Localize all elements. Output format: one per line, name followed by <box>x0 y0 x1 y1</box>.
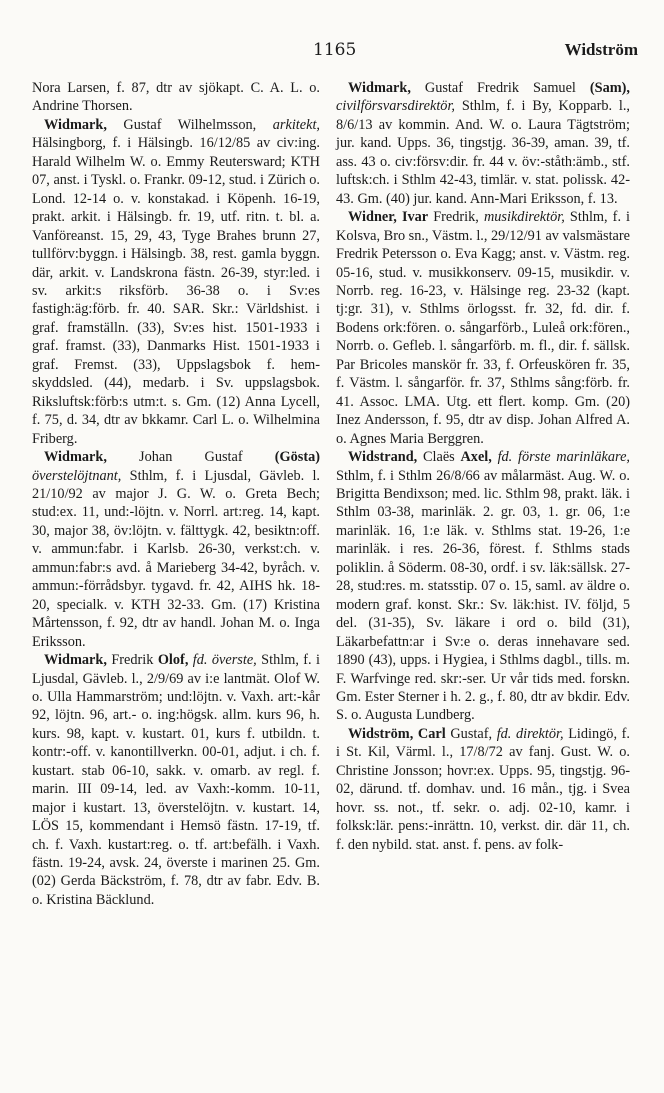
entry-text: Sthlm, f. i Kolsva, Bro sn., Västm. l., 29/12/91 av valsmästare Fredrik Petersson o. Eva Kagg; anst. v. Västm. reg. 05-16, stud. v. musikkonserv. 09-15, musikdir. v. Norrb. reg. 16-23, v. Hälsinge reg. 23-32 (kapt. tj:gr. 31), v. Sthlms örlogsst. fr. 32, fd. dir. f. Bodens ork:fören. o. sångarförb., Luleå ork:fören., Norrb. o. Gefleb. l. sångarförb. m. fl., dir. f. sällsk. Par Bricoles manskör fr. 33, f. Orfeuskören fr. 35, f. Västm. l. sångarför. fr. 37, Sthlms sång:förb. fr. 41. Assoc. LMA. Utg. ett flert. komp. Gm. (20) Inez Andersson, f. 95, dtr av disp. Johan Alfred A. o. Agnes Maria Berggren. <box>336 209 631 447</box>
entry-widner-ivar <box>336 208 630 448</box>
entry-title: överstelöjtnant, <box>32 467 122 484</box>
right-column <box>336 79 630 854</box>
entry-text: Sthlm, f. i Ljusdal, Gävleb. l. 21/10/92 av major J. G. W. o. Greta Bech; stud:ex. 11, und:-löjtn. v. Norrl. art:reg. 14, kapt. 30, major 38, öv:löjtn. v. fälttygk. 42, besiktn:off. v. ammun:fabr. i Karlsb. 26-30, verkst:ch. v. ammun:fabr:s avd. å Marieberg 34-42, byråch. v. ammun:-förrådsbyr. tygavd. fr. 42, AIHS hk. 18-20, specialk. v. KTH 32-33. Gm. (17) Kristina Mårtensson, f. 92, dtr av handl. Johan M. o. Inga Eriksson. <box>32 467 321 650</box>
entry-text: Hälsingborg, f. i Hälsingb. 16/12/85 av civ:ing. Harald Wilhelm W. o. Emmy Reutersward; KTH 07, anst. i Tyskl. o. Frankr. 09-12, stud. i Zürich o. Lond. 12-14 o. v. konstakad. i Köpenh. 16-19, prakt. arkit. i Hälsingb. fr. 19, utf. ritn. t. bl. a. Vanföreanst. 15, 29, 43, Tyge Brahes brunn 27, tullförv:byggn. i Hälsingb. 38, rest. gamla byggn. där, arkit. v. Landskrona fästn. 26-39, styr:led. i sv. arkit:s riksförb. 36-38 o. i Sv:es fastigh:äg:förb. fr. 40. SAR. Skr.: Världshist. i graf. framställn. (33), Sv:es hist. 1501-1933 i graf. framst. (33), Danmarks Hist. 1501-1933 i graf. Fremst. (33), Uppslagsbok f. hem- skyddsled. (44), medarb. i Sv. uppslagsbok. Riksluftsk:förb:s utm:t. s. Gm. (12) Anna Lycell, f. 75, d. 34, dtr av bkkamr. Carl L. o. Wilhelmina Friberg. <box>32 135 320 447</box>
entry-call-name: Axel, <box>460 449 492 466</box>
entry-surname: Widstrand, <box>348 449 418 466</box>
entry-call-name: Carl <box>417 725 446 742</box>
entry-given-names: Gustaf Fredrik Samuel <box>424 80 576 96</box>
entry-title: fd. förste marinläkare, <box>497 449 630 466</box>
entry-call-name: (Sam), <box>589 80 630 96</box>
entry-title: civilförsvarsdirektör, <box>336 98 455 115</box>
entry-title: musikdirektör, <box>483 209 565 226</box>
page-number: 1165 <box>313 40 357 60</box>
entry-surname: Widmark, <box>44 449 107 466</box>
entry-text: Lidingö, f. i St. Kil, Värml. l., 17/8/72 av fanj. Gust. W. o. Christine Jonsson; hovr:ex. Upps. 95, tingstjg. 96-02, därund. tf. domhav. und. 16 mån., tjg. i Svea hovr. ss. not., tf. sekr. o. adj. 02-10, kamr. i folksk:lär. pens:-inrättn. 10, verkst. dir. där 11, ch. f. den nybild. stat. anst. f. pens. av folk- <box>336 725 631 853</box>
page-header <box>0 40 664 70</box>
entry-widmark-olof <box>32 651 320 909</box>
entry-widstrom-carl <box>336 725 630 854</box>
entry-text: Sthlm, f. i By, Kopparb. l., 8/6/13 av kommin. And. W. o. Laura Tägtström; jur. kand. Upps. 36, tingstjg. 36-39, aman. 39, tf. ass. 43 o. civ:försv:dir. fr. 44 v. öv:-ståth:ämb., stf. luftsk:ch. i Sthlm 42-43, timlär. v. stat. polissk. 42-43. Gm. (40) jur. kand. Ann-Mari Eriksson, f. 13. <box>336 98 631 207</box>
left-column <box>32 79 320 909</box>
entry-call-name: Ivar <box>401 209 429 226</box>
entry-surname: Widmark, <box>44 652 107 669</box>
entry-given-names: Claës <box>422 449 455 466</box>
entry-title: fd. överste, <box>192 652 257 669</box>
entry-given-names: Fredrik <box>111 652 154 669</box>
entry-title: arkitekt, <box>272 116 321 133</box>
entry-widmark-sam <box>336 79 630 208</box>
running-head: Widström <box>564 40 638 59</box>
entry-call-name: Olof, <box>157 652 189 669</box>
entry-widmark-gustaf <box>32 116 320 448</box>
entry-title: fd. direktör, <box>496 725 564 742</box>
entry-surname: Widmark, <box>44 116 107 133</box>
entry-continuation <box>32 79 320 116</box>
entry-text: Nora Larsen, f. 87, dtr av sjökapt. C. A. L. o. Andrine Thorsen. <box>32 80 320 115</box>
entry-widmark-gosta <box>32 448 320 651</box>
entry-given-names: Gustaf, <box>450 725 493 742</box>
entry-surname: Widström, <box>348 725 414 742</box>
entry-text: Sthlm, f. i Sthlm 26/8/66 av målarmäst. Aug. W. o. Brigitta Bendixson; med. lic. Sthlm 98, prakt. läk. i Sthlm 03-38, marinläk. 2. gr. 03, 1. gr. 06, 1:e marinläk. 16, 1:e läk. v. Sthlms stat. 19-26, 1:e marinläk. i res. 26-36, förest. f. Sthlms stads poliklin. å Söderm. 08-30, ordf. i sv. läk:sällsk. 27-28, stud:res. m. statsstip. 07 o. 15, saml. av äldre o. modern graf. konst. Skr.: Sv. läk:hist. IV. följd, 5 del. (31-35), Sv. läkare i ord o. bild (31), Läkarbefattn:ar i Sv:e o. deras innehavare sed. 1890 (43), upps. i Hygiea, i Sthlms dagbl., tills. m. F. Warfvinge red. skr:-ser. Ur vår tids med. forskn. Gm. Ester Sterner i h. 2. g., f. 80, dtr av bkdir. Edv. S. o. Augusta Lundberg. <box>336 467 630 724</box>
entry-given-names: Johan Gustaf <box>139 449 243 466</box>
entry-text: Sthlm, f. i Ljusdal, Gävleb. l., 2/9/69 av i:e lantmät. Olof W. o. Ulla Hammarström; und:löjtn. v. Vaxh. art:-kår 92, löjtn. 96, art.- o. ing:högsk. allm. kurs 96, h. kurs. 98, kapt. v. kustart. 01, kurs f. utbildn. t. kontr:-off. v. kanontillverkn. 00-01, adjut. i ch. f. kustart. stab 06-10, sakk. v. omarb. av regl. f. marin. III 09-14, led. av Vaxh:-komm. 10-11, major i kustart. 13, överstelöjtn. v. kustart. 14, LÖS 15, kommendant i Hemsö fästn. 17-19, tf. ch. f. Vaxh. kustart:reg. o. tf. art:befälh. i Vaxh. fästn. 19-24, avsk. 24, överste i marinen 25. Gm. (02) Gerda Bäckström, f. 78, dtr av fabr. Edv. B. o. Kristina Bäcklund. <box>32 652 320 908</box>
entry-given-names: Gustaf Wilhelmsson, <box>123 116 257 133</box>
entry-given-names: Fredrik, <box>433 209 479 226</box>
entry-widstrand-axel <box>336 448 630 725</box>
entry-surname: Widmark, <box>348 80 411 96</box>
entry-call-name: (Gösta) <box>274 449 321 466</box>
entry-surname: Widner, <box>348 209 397 226</box>
